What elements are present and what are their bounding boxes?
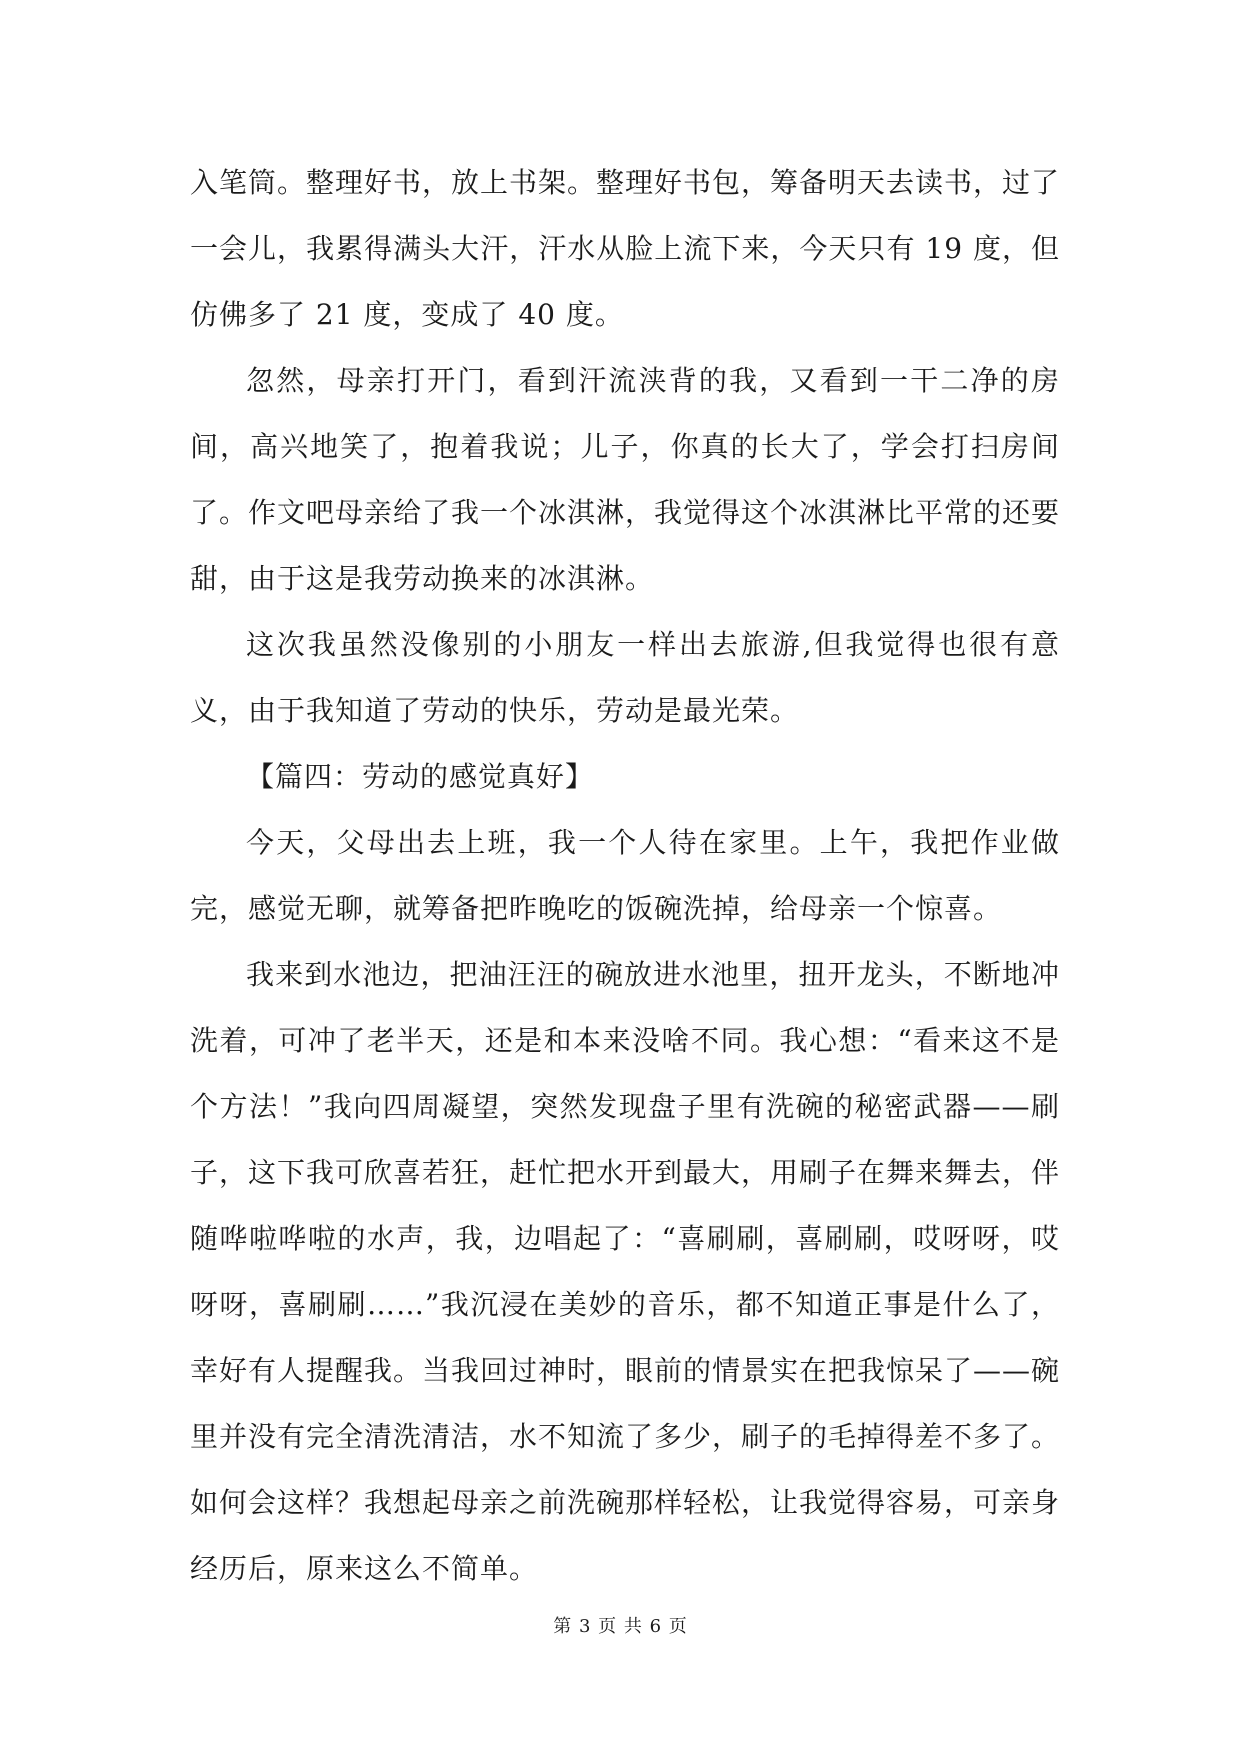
paragraph-continuation: 入笔筒。整理好书，放上书架。整理好书包，筹备明天去读书，过了一会儿，我累得满头大汗，汗水从脸上流下来，今天只有 19 度，但仿佛多了 21 度，变成了 40 度。 bbox=[190, 166, 1061, 331]
paragraph-washing-dishes: 我来到水池边，把油汪汪的碗放进水池里，扭开龙头，不断地冲洗着，可冲了老半天，还是和本来没啥不同。我心想：“看来这不是个方法！”我向四周凝望，突然发现盘子里有洗碗的秘密武器——刷子，这下我可欣喜若狂，赶忙把水开到最大，用刷子在舞来舞去，伴随哗啦哗啦的水声，我，边唱起了：“喜刷刷，喜刷刷，哎呀呀，哎呀呀，喜刷刷……”我沉浸在美妙的音乐，都不知道正事是什么了，幸好有人提醒我。当我回过神时，眼前的情景实在把我惊呆了——碗里并没有完全清洗清洁，水不知流了多少，刷子的毛掉得差不多了。如何会这样？我想起母亲之前洗碗那样轻松，让我觉得容易，可亲身经历后，原来这么不简单。 bbox=[190, 958, 1061, 1585]
paragraph-conclusion: 这次我虽然没像别的小朋友一样出去旅游,但我觉得也很有意义，由于我知道了劳动的快乐，劳动是最光荣。 bbox=[190, 628, 1060, 727]
paragraph-mother-returns: 忽然，母亲打开门，看到汗流浃背的我，又看到一干二净的房间，高兴地笑了，抱着我说；儿子，你真的长大了，学会打扫房间了。作文吧母亲给了我一个冰淇淋，我觉得这个冰淇淋比平常的还要甜，由于这是我劳动换来的冰淇淋。 bbox=[190, 364, 1061, 595]
section-heading: 【篇四：劳动的感觉真好】 bbox=[246, 760, 595, 793]
paragraph-intro: 今天，父母出去上班，我一个人待在家里。上午，我把作业做完，感觉无聊，就筹备把昨晚吃的饭碗洗掉，给母亲一个惊喜。 bbox=[190, 826, 1060, 925]
page-footer bbox=[0, 1612, 1241, 1638]
document-body bbox=[190, 150, 1060, 1602]
page-number: 第 3 页 共 6 页 bbox=[553, 1616, 688, 1637]
